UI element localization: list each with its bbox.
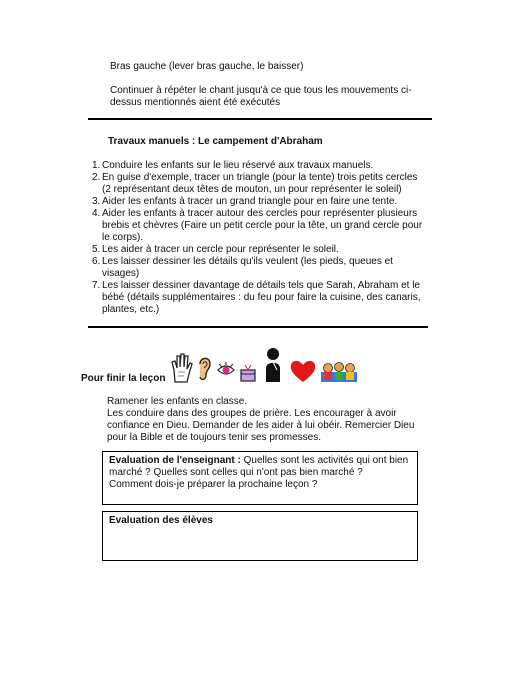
closing-line-4: pour la Bible et de toujours tenir ses promesses.	[107, 432, 321, 443]
step-item	[92, 244, 426, 256]
step-number: 7.	[92, 280, 101, 291]
divider-1	[88, 118, 432, 120]
crafts-title: Travaux manuels : Le campement d'Abraham	[108, 136, 323, 147]
hand-icon	[170, 352, 194, 384]
step-item	[92, 160, 426, 172]
step-number: 6.	[92, 256, 101, 267]
step-line: bébé (détails supplémentaires : du feu pour faire la cuisine, des canaris,	[102, 292, 421, 303]
divider-2	[88, 326, 428, 328]
intro-section	[110, 61, 428, 109]
crafts-steps	[92, 160, 426, 316]
step-line: Les laisser dessiner les détails qu'ils veulent (les pieds, queues et	[102, 256, 393, 267]
step-line: Aider les enfants à tracer autour des cercles pour représenter plusieurs	[102, 208, 418, 219]
step-number: 1.	[92, 160, 101, 171]
closing-line-1: Ramener les enfants en classe.	[107, 396, 248, 407]
step-line: Aider les enfants à tracer un grand triangle pour en faire une tente.	[102, 196, 398, 207]
closing-line-3: confiance en Dieu. Demander de les aider à lui obéir. Remercier Dieu	[107, 420, 415, 431]
step-number: 2.	[92, 172, 101, 183]
intro-line-1: Bras gauche (lever bras gauche, le baisser)	[110, 61, 304, 72]
heart-icon	[289, 358, 317, 384]
children-group-icon	[320, 360, 358, 384]
step-item	[92, 172, 426, 196]
teacher-eval-line-3: Comment dois-je préparer la prochaine leçon ?	[109, 479, 318, 490]
book-icon	[239, 362, 257, 384]
eye-icon	[216, 360, 236, 384]
teacher-eval-label: Evaluation de l'enseignant :	[109, 455, 241, 466]
student-evaluation-box	[102, 511, 418, 561]
step-item	[92, 256, 426, 280]
step-line: visages)	[102, 268, 140, 279]
step-line: brebis et chèvres (Faire un petit cercle pour la tête, un grand cercle pour	[102, 220, 423, 231]
intro-line-2b: dessus mentionnés aient été exécutés	[110, 97, 281, 108]
crafts-section	[108, 136, 428, 148]
step-number: 4.	[92, 208, 101, 219]
step-item	[92, 208, 426, 244]
teacher-eval-question-1: Quelles sont les activités qui ont bien	[240, 455, 409, 466]
intro-line-2a: Continuer à répéter le chant jusqu'à ce que tous les mouvements ci-	[110, 85, 412, 96]
step-item	[92, 196, 426, 208]
teacher-eval-line-1	[109, 455, 411, 467]
closing-text	[107, 396, 427, 444]
step-number: 5.	[92, 244, 101, 255]
ear-icon	[197, 354, 213, 384]
teacher-evaluation-box	[102, 451, 418, 505]
step-number: 3.	[92, 196, 101, 207]
icons-row	[170, 342, 358, 384]
closing-line-2: Les conduire dans des groupes de prière. Les encourager à avoir	[107, 408, 397, 419]
teacher-eval-line-2: marché ? Quelles sont celles qui n'ont pas bien marché ?	[109, 467, 363, 478]
closing-title: Pour finir la leçon	[81, 373, 166, 384]
step-line: En guise d'exemple, tracer un triangle (pour la tente) trois petits cercles	[102, 172, 418, 183]
step-line: (2 représentant deux têtes de mouton, un pour représenter le soleil)	[102, 184, 402, 195]
step-item	[92, 280, 426, 316]
step-line: Les aider à tracer un cercle pour représenter le soleil.	[102, 244, 339, 255]
steps-list	[92, 160, 426, 316]
step-line: Les laisser dessiner davantage de détails tels que Sarah, Abraham et le	[102, 280, 420, 291]
step-line: le corps).	[102, 232, 144, 243]
student-eval-label: Evaluation des élèves	[109, 515, 213, 526]
praying-child-icon	[260, 346, 286, 384]
step-line: Conduire les enfants sur le lieu réservé aux travaux manuels.	[102, 160, 374, 171]
step-line: plantes, etc.)	[102, 304, 160, 315]
